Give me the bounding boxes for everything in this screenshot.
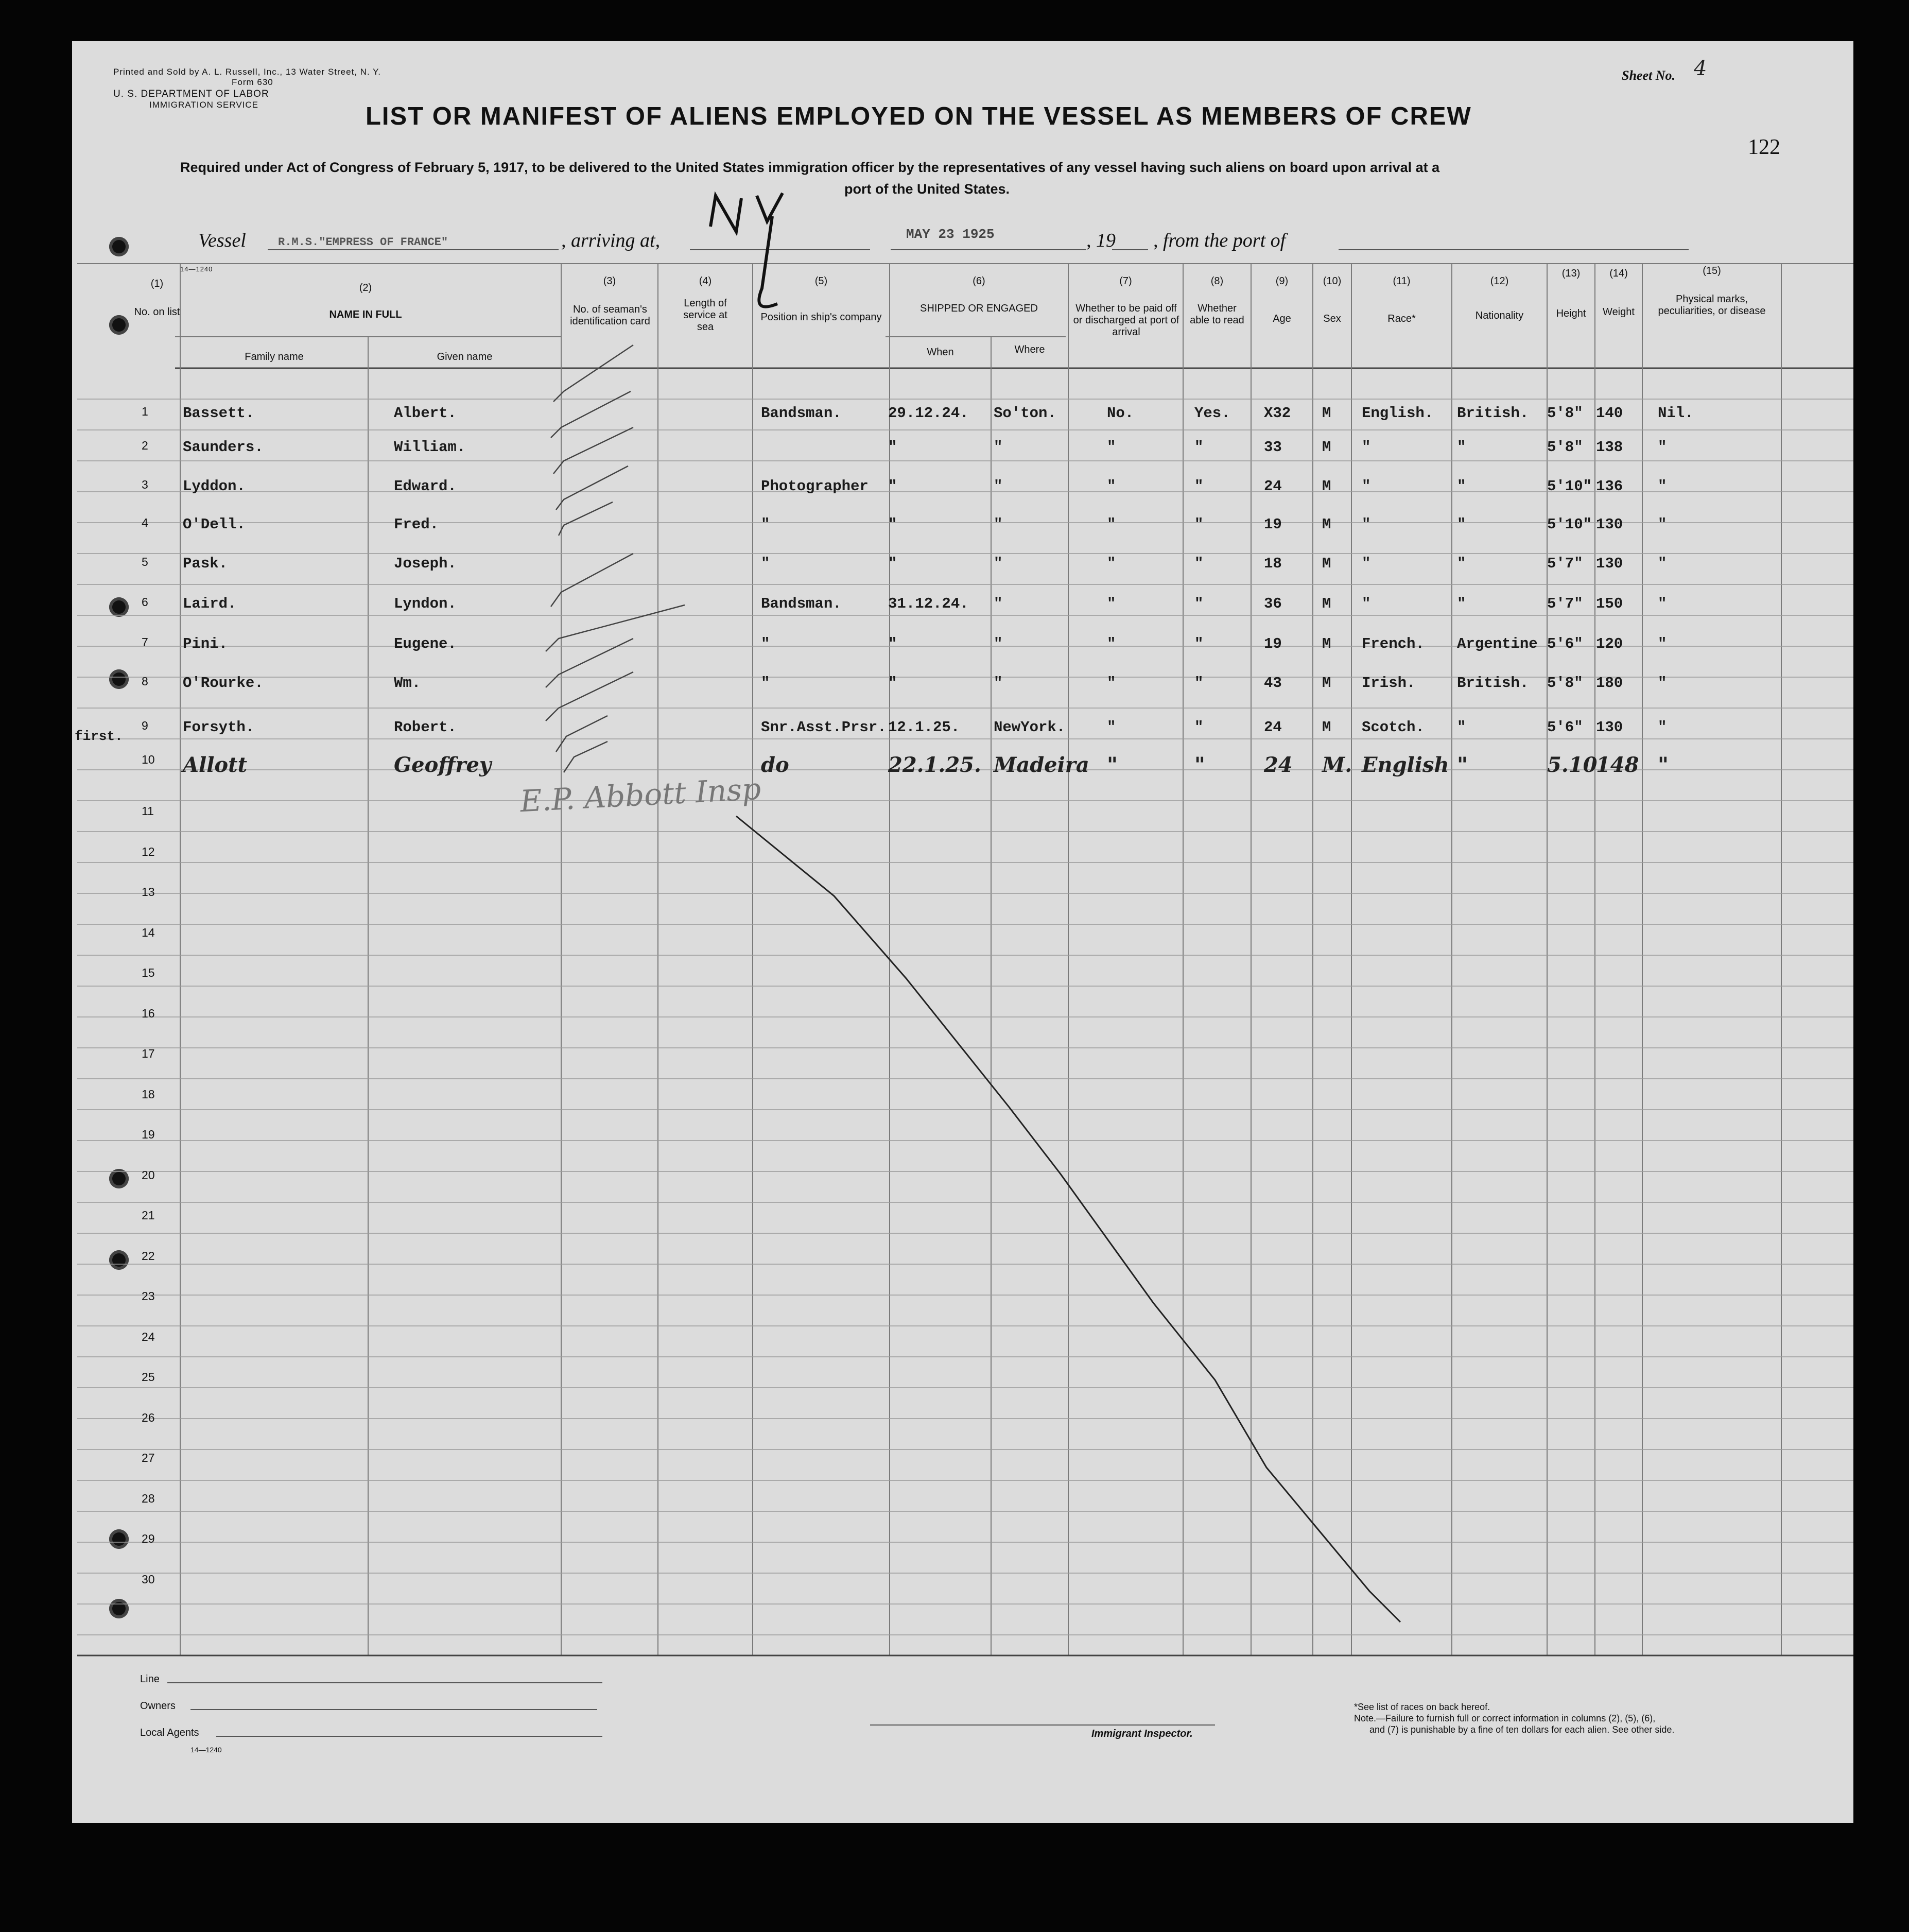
row-7-sex: M [1322,635,1331,652]
row-3-sex: M [1322,478,1331,495]
col-15-heading: Physical marks, peculiarities, or disease [1658,294,1766,317]
row-9-height: 5'6" [1547,719,1583,736]
row-5-age: 18 [1264,555,1282,572]
row-10-given: Geoffrey [394,753,492,777]
row-6-marks: " [1658,595,1667,612]
row-number-label: 29 [142,1532,155,1545]
row-9-sex: M [1322,719,1331,736]
col-3-number: (3) [603,275,616,287]
row-2-when: " [888,439,897,456]
line-label: Line [140,1674,160,1685]
row-6-weight: 150 [1596,595,1623,612]
requirement-text-2: port of the United States. [844,181,1010,197]
row-8-nationality: British. [1457,675,1529,692]
immigrant-inspector-label: Immigrant Inspector. [1091,1728,1193,1739]
family-name-heading: Family name [245,351,304,363]
row-8-race: Irish. [1362,675,1416,692]
row-10-where: Madeira [994,753,1089,777]
page-number: 122 [1748,135,1780,159]
row-7-age: 19 [1264,635,1282,652]
row-6-position: Bandsman. [761,595,842,612]
col-12-heading: Nationality [1475,310,1524,321]
margin-note: first. [75,729,123,744]
row-8-age: 43 [1264,675,1282,692]
row-5-position: " [761,555,770,572]
row-3-given: Edward. [394,478,457,495]
row-number-label: 27 [142,1451,155,1464]
row-4-weight: 130 [1596,516,1623,533]
inspector-signature: E.P. Abbott Insp [519,771,762,819]
arriving-label: , arriving at, [561,230,661,251]
form-number: Form 630 [232,77,273,87]
row-1-no: 1 [142,405,148,418]
row-2-read: " [1194,439,1204,456]
row-7-nationality: Argentine [1457,635,1538,652]
row-number-label: 17 [142,1047,155,1060]
row-4-when: " [888,516,897,533]
penalty-note: Note.—Failure to furnish full or correct information in columns (2), (5), (6), [1354,1713,1656,1723]
col-13-number: (13) [1561,268,1581,279]
row-1-race: English. [1362,405,1434,422]
row-1-position: Bandsman. [761,405,842,422]
row-10-race: English [1362,753,1449,777]
races-note: *See list of races on back hereof. [1354,1702,1490,1712]
row-3-where: " [994,478,1003,495]
row-4-given: Fred. [394,516,439,533]
row-10-family: Allott [183,753,248,777]
given-name-heading: Given name [437,351,493,363]
col-1-number: (1) [150,278,164,289]
row-6-paid: " [1107,595,1116,612]
row-number-label: 14 [142,925,155,939]
row-7-given: Eugene. [394,635,457,652]
col-15-number: (15) [1703,265,1721,277]
row-6-given: Lyndon. [394,595,457,612]
row-7-where: " [994,635,1003,652]
col-9-number: (9) [1275,275,1289,287]
row-10-position: do [761,753,789,777]
row-4-age: 19 [1264,516,1282,533]
row-number-label: 22 [142,1249,155,1263]
row-7-marks: " [1658,635,1667,652]
row-9-paid: " [1107,719,1116,736]
row-8-given: Wm. [394,675,421,692]
row-4-paid: " [1107,516,1116,533]
vessel-label: Vessel [198,230,246,251]
row-2-height: 5'8" [1547,439,1583,456]
printer-line: Printed and Sold by A. L. Russell, Inc., 13 Water Street, N. Y. [113,67,381,77]
row-9-marks: " [1658,719,1667,736]
sheet-number: 4 [1694,57,1707,80]
row-7-read: " [1194,635,1204,652]
row-4-nationality: " [1457,516,1466,533]
row-8-paid: " [1107,675,1116,692]
row-9-race: Scotch. [1362,719,1425,736]
row-3-height: 5'10" [1547,478,1592,495]
row-3-family: Lyddon. [183,478,246,495]
row-number-label: 23 [142,1289,155,1303]
row-4-race: " [1362,516,1371,533]
row-4-position: " [761,516,770,533]
row-5-height: 5'7" [1547,555,1583,572]
row-8-when: " [888,675,897,692]
row-2-age: 33 [1264,439,1282,456]
row-number-label: 25 [142,1370,155,1384]
row-6-family: Laird. [183,595,237,612]
from-port-label: , from the port of [1153,230,1286,251]
row-6-read: " [1194,595,1204,612]
row-4-read: " [1194,516,1204,533]
sheet-label: Sheet No. [1622,68,1675,83]
col-4-number: (4) [699,275,712,287]
row-5-read: " [1194,555,1204,572]
row-9-when: 12.1.25. [888,719,960,736]
col-13-heading: Height [1556,308,1586,319]
row-2-race: " [1362,439,1371,456]
col-1-heading: No. on list [134,306,180,318]
row-9-position: Snr.Asst.Prsr. [761,719,887,736]
col-10-heading: Sex [1323,313,1341,324]
row-7-position: " [761,635,770,652]
department-name: U. S. DEPARTMENT OF LABOR [113,89,269,99]
row-number-label: 11 [142,804,154,818]
row-2-sex: M [1322,439,1331,456]
row-number-label: 15 [142,966,155,979]
row-10-paid: " [1107,753,1118,777]
row-7-race: French. [1362,635,1425,652]
vessel-name: R.M.S."EMPRESS OF FRANCE" [278,236,448,249]
when-heading: When [927,347,954,358]
footer-form-code: 14—1240 [190,1746,222,1754]
col-8-heading: Whether able to read [1190,303,1244,326]
row-6-nationality: " [1457,595,1466,612]
row-9-given: Robert. [394,719,457,736]
row-1-family: Bassett. [183,405,255,422]
row-5-given: Joseph. [394,555,457,572]
col-10-number: (10) [1323,275,1342,287]
row-4-no: 4 [142,516,148,529]
col-2-number: (2) [359,282,372,294]
row-number-label: 26 [142,1410,155,1424]
row-4-where: " [994,516,1003,533]
row-5-paid: " [1107,555,1116,572]
where-heading: Where [1014,344,1045,355]
row-3-paid: " [1107,478,1116,495]
row-number-label: 13 [142,885,155,899]
col-6-number: (6) [973,275,985,287]
row-5-where: " [994,555,1003,572]
row-6-where: " [994,595,1003,612]
row-10-sex: M. [1322,753,1352,777]
form-code: 14—1240 [180,265,213,273]
row-9-weight: 130 [1596,719,1623,736]
row-9-where: NewYork. [994,719,1066,736]
col-8-number: (8) [1210,275,1224,287]
col-6-heading: SHIPPED OR ENGAGED [920,303,1038,314]
row-8-weight: 180 [1596,675,1623,692]
col-9-heading: Age [1273,313,1291,324]
col-11-heading: Race* [1387,313,1416,324]
local-agents-label: Local Agents [140,1727,199,1738]
row-5-marks: " [1658,555,1667,572]
row-9-nationality: " [1457,719,1466,736]
row-9-read: " [1194,719,1204,736]
row-number-label: 24 [142,1330,155,1343]
row-6-height: 5'7" [1547,595,1583,612]
row-3-when: " [888,478,897,495]
row-10-weight: 148 [1596,753,1639,777]
row-1-nationality: British. [1457,405,1529,422]
row-number-label: 12 [142,844,155,858]
row-8-marks: " [1658,675,1667,692]
row-number-label: 18 [142,1087,155,1101]
row-6-age: 36 [1264,595,1282,612]
year-label: , 19 [1086,230,1116,251]
penalty-note-2: and (7) is punishable by a fine of ten dollars for each alien. See other side. [1369,1724,1675,1735]
row-number-label: 30 [142,1572,155,1586]
row-3-no: 3 [142,478,148,491]
col-2-heading: NAME IN FULL [329,309,402,320]
service-name: IMMIGRATION SERVICE [149,100,259,110]
col-14-number: (14) [1609,268,1628,279]
row-number-label: 19 [142,1128,155,1141]
row-8-read: " [1194,675,1204,692]
row-3-marks: " [1658,478,1667,495]
row-7-paid: " [1107,635,1116,652]
row-2-family: Saunders. [183,439,264,456]
row-3-race: " [1362,478,1371,495]
row-1-read: Yes. [1194,405,1230,422]
row-1-paid: No. [1107,405,1134,422]
col-12-number: (12) [1490,275,1509,287]
row-1-when: 29.12.24. [888,405,969,422]
requirement-text: Required under Act of Congress of February 5, 1917, to be delivered to the United States immigration officer by the representatives of any vessel having such aliens on board upon arrival at a [180,160,1440,175]
row-2-weight: 138 [1596,439,1623,456]
row-10-read: " [1194,753,1205,777]
row-5-when: " [888,555,897,572]
row-10-height: 5.10 [1547,753,1598,777]
row-9-no: 9 [142,719,148,732]
page-title: LIST OR MANIFEST OF ALIENS EMPLOYED ON THE VESSEL AS MEMBERS OF CREW [366,102,1472,130]
row-6-no: 6 [142,595,148,609]
row-6-when: 31.12.24. [888,595,969,612]
row-4-family: O'Dell. [183,516,246,533]
row-3-read: " [1194,478,1204,495]
row-5-nationality: " [1457,555,1466,572]
row-2-given: William. [394,439,466,456]
col-3-heading: No. of seaman's identification card [570,304,650,327]
col-5-number: (5) [814,275,828,287]
col-7-heading: Whether to be paid off or discharged at port of arrival [1073,303,1179,338]
row-10-age: 24 [1264,753,1293,777]
row-4-height: 5'10" [1547,516,1592,533]
row-3-weight: 136 [1596,478,1623,495]
row-5-weight: 130 [1596,555,1623,572]
row-1-where: So'ton. [994,405,1056,422]
col-4-heading: Length of service at sea [683,298,727,333]
col-14-heading: Weight [1603,306,1635,318]
row-number-label: 21 [142,1209,155,1222]
row-7-height: 5'6" [1547,635,1583,652]
row-number-label: 16 [142,1006,155,1020]
row-1-age: X32 [1264,405,1291,422]
row-7-when: " [888,635,897,652]
row-7-family: Pini. [183,635,228,652]
date-stamp: MAY 23 1925 [906,227,995,242]
row-2-marks: " [1658,439,1667,456]
row-10-no: 10 [142,753,155,766]
row-number-label: 20 [142,1168,155,1182]
row-6-race: " [1362,595,1371,612]
row-2-no: 2 [142,439,148,452]
row-6-sex: M [1322,595,1331,612]
row-4-sex: M [1322,516,1331,533]
row-number-label: 28 [142,1491,155,1505]
row-5-sex: M [1322,555,1331,572]
row-10-when: 22.1.25. [888,753,981,777]
row-10-nationality: " [1457,753,1468,777]
row-9-family: Forsyth. [183,719,255,736]
row-2-nationality: " [1457,439,1466,456]
row-1-marks: Nil. [1658,405,1694,422]
row-8-no: 8 [142,675,148,688]
row-9-age: 24 [1264,719,1282,736]
col-11-number: (11) [1393,275,1411,287]
row-5-race: " [1362,555,1371,572]
row-3-age: 24 [1264,478,1282,495]
row-8-sex: M [1322,675,1331,692]
row-1-height: 5'8" [1547,405,1583,422]
row-3-nationality: " [1457,478,1466,495]
row-1-given: Albert. [394,405,457,422]
row-2-paid: " [1107,439,1116,456]
row-8-where: " [994,675,1003,692]
col-5-heading: Position in ship's company [760,312,882,323]
row-3-position: Photographer [761,478,869,495]
row-2-where: " [994,439,1003,456]
row-7-weight: 120 [1596,635,1623,652]
row-7-no: 7 [142,635,148,649]
col-7-number: (7) [1119,275,1132,287]
row-8-position: " [761,675,770,692]
row-10-marks: " [1658,753,1669,777]
row-5-family: Pask. [183,555,228,572]
row-8-height: 5'8" [1547,675,1583,692]
row-1-weight: 140 [1596,405,1623,422]
row-8-family: O'Rourke. [183,675,264,692]
row-4-marks: " [1658,516,1667,533]
owners-label: Owners [140,1700,176,1712]
row-1-sex: M [1322,405,1331,422]
row-5-no: 5 [142,555,148,568]
